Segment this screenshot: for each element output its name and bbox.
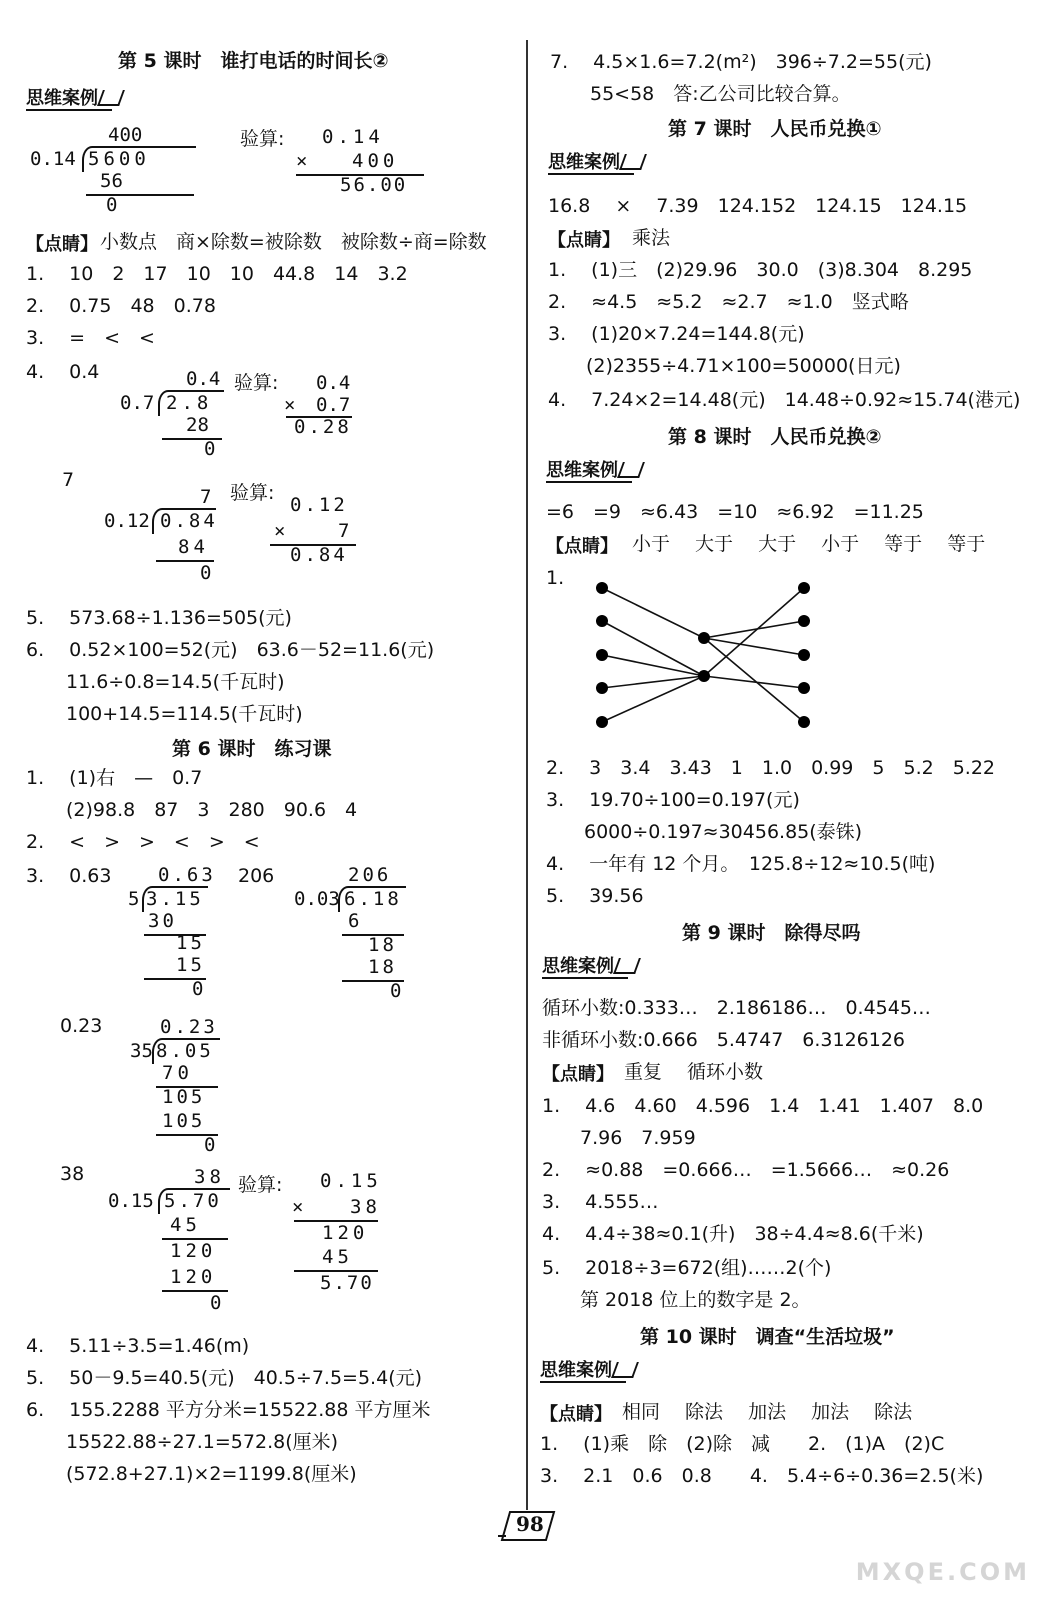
match-line xyxy=(704,676,804,688)
point-text-10: 相同 除法 加法 加法 除法 xyxy=(622,1401,913,1423)
match-line xyxy=(602,588,704,638)
pencil-book-icon xyxy=(611,1362,639,1378)
ex8-4: 4. 一年有 12 个月。 125.8÷12≈10.5(吨) xyxy=(546,853,936,875)
answer-4b: 7 xyxy=(62,469,75,491)
page-number-badge xyxy=(496,1506,560,1544)
ex9-2: 2. ≈0.88 =0.666… =1.5666… ≈0.26 xyxy=(542,1159,950,1181)
match-line xyxy=(602,676,704,722)
practice-3c: 38 xyxy=(60,1163,85,1185)
answer-5: 5. 573.68÷1.136=505(元) xyxy=(26,607,292,629)
ex10-3: 3. 2.1 0.6 0.8 4. 5.4÷6÷0.36=2.5(米) xyxy=(540,1465,984,1487)
ex8-5: 5. 39.56 xyxy=(546,885,644,907)
match-dot xyxy=(596,682,608,694)
point-tag: 【点睛】 xyxy=(26,234,98,255)
match-dot xyxy=(596,582,608,594)
answer-6c: 100+14.5=114.5(千瓦时) xyxy=(66,703,303,725)
match-dot xyxy=(698,632,710,644)
lesson-9-heading: 第 9 课时 除得尽吗 xyxy=(682,922,861,944)
ex9-5: 5. 2018÷3=672(组)……2(个) xyxy=(542,1257,832,1279)
case-9b: 非循环小数:0.666 5.4747 6.3126126 xyxy=(542,1029,906,1051)
lesson-8-heading: 第 8 课时 人民币兑换② xyxy=(668,426,882,448)
practice-5: 5. 50－9.5=40.5(元) 40.5÷7.5=5.4(元) xyxy=(26,1367,423,1389)
pencil-book-icon xyxy=(613,958,641,974)
right-column xyxy=(532,0,1052,1520)
thinking-case-tag-9: 思维案例 xyxy=(542,952,638,978)
column-divider xyxy=(526,40,528,1510)
ex8-3b: 6000÷0.197≈30456.85(泰铢) xyxy=(584,821,863,843)
match-dot xyxy=(698,670,710,682)
point-tag-8: 【点睛】 xyxy=(546,536,618,557)
point-tag-10: 【点睛】 xyxy=(540,1404,612,1425)
match-dot xyxy=(798,682,810,694)
point-text-7: 乘法 xyxy=(632,227,671,249)
matching-diagram xyxy=(582,570,822,730)
match-line xyxy=(602,621,704,676)
match-dot xyxy=(798,649,810,661)
point-tag-7: 【点睛】 xyxy=(548,230,620,251)
case-9a: 循环小数:0.333… 2.186186… 0.4545… xyxy=(542,997,931,1019)
ex10-1: 1. (1)乘 除 (2)除 减 2. (1)A (2)C xyxy=(540,1433,945,1455)
ex7-2: 2. ≈4.5 ≈5.2 ≈2.7 ≈1.0 竖式略 xyxy=(548,291,909,313)
point-text-5: 小数点 商×除数=被除数 被除数÷商=除数 xyxy=(100,231,487,253)
practice-1b: (2)98.8 87 3 280 90.6 4 xyxy=(66,799,358,821)
answer-6: 6. 0.52×100=52(元) 63.6－52=11.6(元) xyxy=(26,639,435,661)
watermark-logo: MXQE.COM xyxy=(855,1558,1030,1586)
ex7-3b: (2)2355÷4.71×100=50000(日元) xyxy=(586,355,901,377)
lesson-7-heading: 第 7 课时 人民币兑换① xyxy=(668,118,882,140)
point-text-8: 小于 大于 大于 小于 等于 等于 xyxy=(632,533,986,555)
match-line xyxy=(704,588,804,676)
left-column: 第 5 课时 谁打电话的时间长② 思维案例 400 0.14 5600 56 0 验算: 0.14 × 400 56.00 【点睛】 小数点 商×除数=被除数 被除数÷商=除数 1. 10 2 17 10 10 44.8 14 3.2 2. 0.75 48 0.78 3. = < < 4. 0.4 0.4 0.7 2.8 28 0 验算: 0.4 × 0.7 0.28 7 7 0.12 0.84 84 0 验算: 0.12 × 7 0.84 5. 573.68÷1.136=505(元) 6. 0.52×100=52(元) 63.6－52=11.6(元) 11.6÷0.8=14.5(千瓦时) 100+14.5=114.5(千瓦时) 第 6 课时 练习课 1. (1)右 — 0.7 (2)98.8 87 3 280 90.6 4 2. < > > < > < 3. 0.63 0.63 5 3.15 30 15 15 0 206 206 0.03 6.18 6 18 18 0 0.23 0.23 35 8.05 70 105 105 0 38 38 0.15 5.70 45 120 120 0 验算: 0.15 × 38 120 45 5.70 4. 5.11÷3.5=1.46(m) 5. 50－9.5=40.5(元) 40.5÷7.5=5.4(元) 6. 155.2288 平方分米=15522.88 平方厘米 15522.88÷27.1=572.8(厘米) (572.8+27.1)×2=1199.8(厘米) xyxy=(0,0,520,1520)
practice-1: 1. (1)右 — 0.7 xyxy=(26,767,203,789)
ex9-5b: 第 2018 位上的数字是 2。 xyxy=(580,1289,811,1311)
match-dot xyxy=(596,615,608,627)
lesson-6-heading: 第 6 课时 练习课 xyxy=(172,738,332,760)
ex8-1: 1. xyxy=(546,567,565,589)
answer-2: 2. 0.75 48 0.78 xyxy=(26,295,216,317)
answer-7: 7. 4.5×1.6=7.2(m²) 396÷7.2=55(元) xyxy=(550,51,932,73)
practice-4: 4. 5.11÷3.5=1.46(m) xyxy=(26,1335,250,1357)
match-dot xyxy=(798,615,810,627)
ex7-3: 3. (1)20×7.24=144.8(元) xyxy=(548,323,805,345)
practice-3b: 0.23 xyxy=(60,1015,103,1037)
answer-1: 1. 10 2 17 10 10 44.8 14 3.2 xyxy=(26,263,408,285)
ex9-4: 4. 4.4÷38≈0.1(升) 38÷4.4≈8.6(千米) xyxy=(542,1223,924,1245)
match-dot xyxy=(596,716,608,728)
case-7: 16.8 × 7.39 124.152 124.15 124.15 xyxy=(548,195,968,217)
practice-3a: 206 xyxy=(238,865,275,887)
lesson-10-heading: 第 10 课时 调查“生活垃圾” xyxy=(640,1326,895,1348)
thinking-case-tag-7: 思维案例 xyxy=(548,148,644,174)
answer-4: 4. 0.4 xyxy=(26,361,100,383)
ex8-2: 2. 3 3.4 3.43 1 1.0 0.99 5 5.2 5.22 xyxy=(546,757,995,779)
practice-6: 6. 155.2288 平方分米=15522.88 平方厘米 xyxy=(26,1399,431,1421)
ex7-4: 4. 7.24×2=14.48(元) 14.48÷0.92≈15.74(港元) xyxy=(548,389,1021,411)
pencil-book-icon xyxy=(97,90,125,106)
practice-6c: (572.8+27.1)×2=1199.8(厘米) xyxy=(66,1463,357,1485)
page-number: 98 xyxy=(516,1512,544,1536)
match-dot xyxy=(596,649,608,661)
thinking-case-tag-10: 思维案例 xyxy=(540,1356,636,1382)
match-dot xyxy=(798,582,810,594)
thinking-case-tag: 思维案例 xyxy=(26,84,122,110)
practice-6b: 15522.88÷27.1=572.8(厘米) xyxy=(66,1431,339,1453)
pencil-book-icon xyxy=(617,462,645,478)
point-text-9: 重复 循环小数 xyxy=(624,1061,764,1083)
ex9-1: 1. 4.6 4.60 4.596 1.4 1.41 1.407 8.0 xyxy=(542,1095,984,1117)
thinking-case-tag-8: 思维案例 xyxy=(546,456,642,482)
case-8: =6 =9 ≈6.43 =10 ≈6.92 =11.25 xyxy=(546,501,924,523)
match-line xyxy=(704,638,804,655)
pencil-book-icon xyxy=(619,154,647,170)
match-line xyxy=(602,655,704,676)
practice-2: 2. < > > < > < xyxy=(26,831,260,853)
ex9-3: 3. 4.555… xyxy=(542,1191,659,1213)
practice-3: 3. 0.63 xyxy=(26,865,112,887)
match-line xyxy=(704,638,804,722)
match-line xyxy=(704,621,804,638)
lesson-5-heading: 第 5 课时 谁打电话的时间长② xyxy=(118,50,389,72)
match-line xyxy=(602,676,704,688)
ex8-3: 3. 19.70÷100=0.197(元) xyxy=(546,789,800,811)
ex7-1: 1. (1)三 (2)29.96 30.0 (3)8.304 8.295 xyxy=(548,259,973,281)
match-dot xyxy=(798,716,810,728)
point-tag-9: 【点睛】 xyxy=(542,1064,614,1085)
answer-7b: 55<58 答:乙公司比较合算。 xyxy=(590,83,851,105)
answer-6b: 11.6÷0.8=14.5(千瓦时) xyxy=(66,671,285,693)
ex9-1b: 7.96 7.959 xyxy=(580,1127,696,1149)
answer-3: 3. = < < xyxy=(26,327,155,349)
